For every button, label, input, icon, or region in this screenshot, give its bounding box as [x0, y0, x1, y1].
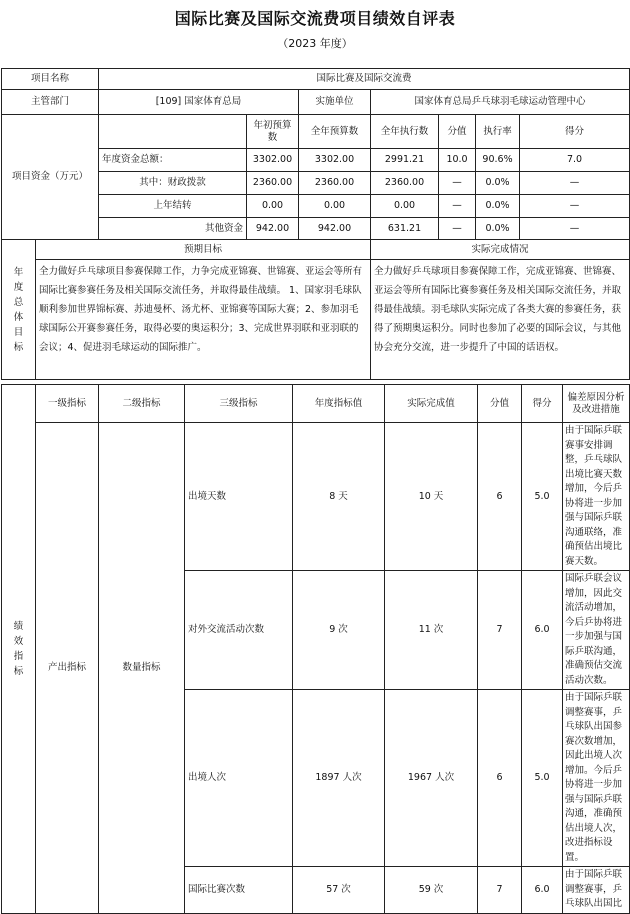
funds-cell: — — [439, 218, 476, 240]
funds-cell: 10.0 — [439, 149, 476, 172]
header-target: 年度指标值 — [293, 385, 385, 423]
indicator-value: 7 — [478, 571, 522, 690]
goals-label — [2, 240, 36, 380]
funds-cell: — — [520, 218, 630, 240]
funds-cell: 942.00 — [247, 218, 299, 240]
project-name-label: 项目名称 — [2, 69, 99, 90]
indicator-score: 6.0 — [522, 571, 563, 690]
page-title: 国际比赛及国际交流费项目绩效自评表 — [174, 9, 456, 28]
indicator-actual: 11 次 — [385, 571, 478, 690]
indicator-name: 出境人次 — [185, 690, 293, 867]
indicator-score: 6.0 — [522, 867, 563, 914]
indicator-value: 6 — [478, 690, 522, 867]
funds-header-annual: 全年预算数 — [299, 115, 371, 149]
unit-label: 实施单位 — [299, 90, 371, 115]
indicator-actual: 1967 人次 — [385, 690, 478, 867]
header-level3: 三级指标 — [185, 385, 293, 423]
dept-value: [109] 国家体育总局 — [99, 90, 299, 115]
indicator-score: 5.0 — [522, 690, 563, 867]
funds-cell: — — [520, 195, 630, 218]
funds-cell: — — [520, 172, 630, 195]
funds-cell: 0.00 — [371, 195, 439, 218]
header-level1: 一级指标 — [36, 385, 99, 423]
indicator-name: 国际比赛次数 — [185, 867, 293, 914]
indicator-reason: 由于国际乒联调整赛事，乒乓球队出国比 — [563, 867, 630, 914]
actual-header: 实际完成情况 — [371, 240, 630, 260]
funds-cell: — — [439, 172, 476, 195]
indicator-reason: 由于国际乒联调整赛事，乒乓球队出国参赛次数增加，因此出境人次增加。今后乒协将进一步加强与国际乒联沟通，准确预估出境人次，改进指标设置。 — [563, 690, 630, 867]
funds-cell: 0.0% — [476, 172, 520, 195]
funds-cell: 631.21 — [371, 218, 439, 240]
expected-goal-text: 全力做好乒乓球项目参赛保障工作，力争完成亚锦赛、世锦赛、亚运会等所有国际比赛参赛任务及相关国际交流任务，并取得最佳战绩。 1、国家羽毛球队顺利参加世界锦标赛、苏迪曼杯、汤尤杯、亚锦赛等国际大赛；2、参加羽毛球国际公开赛参赛任务，取得必要的奥运积分；3、完成世界羽联和亚羽联的会议；4、促进羽毛球运动的国际推广。 — [36, 260, 371, 380]
funds-cell: 3302.00 — [299, 149, 371, 172]
header-level2: 二级指标 — [99, 385, 185, 423]
funds-cell: 2360.00 — [299, 172, 371, 195]
indicator-target: 8 天 — [293, 423, 385, 571]
header-value: 分值 — [478, 385, 522, 423]
indicator-target: 57 次 — [293, 867, 385, 914]
funds-label: 项目资金（万元） — [2, 115, 99, 240]
funds-cell: 3302.00 — [247, 149, 299, 172]
funds-header-rate: 执行率 — [476, 115, 520, 149]
funds-cell: 0.00 — [299, 195, 371, 218]
funds-cell: 2360.00 — [371, 172, 439, 195]
indicators-table — [1, 384, 630, 914]
funds-cell: — — [439, 195, 476, 218]
funds-row-label: 其中：财政拨款 — [99, 172, 247, 195]
funds-cell: 2360.00 — [247, 172, 299, 195]
dept-label: 主管部门 — [2, 90, 99, 115]
header-score: 得分 — [522, 385, 563, 423]
indicators-label — [2, 385, 36, 914]
funds-header-score-value: 分值 — [439, 115, 476, 149]
goals-label-text: 年度总体目标 — [13, 266, 24, 353]
indicator-reason: 由于国际乒联赛事安排调整，乒乓球队出境比赛天数增加，今后乒协将进一步加强与国际乒联沟通联络，准确预估出境比赛天数。 — [563, 423, 630, 571]
indicator-value: 6 — [478, 423, 522, 571]
funds-cell: 942.00 — [299, 218, 371, 240]
funds-cell: 0.0% — [476, 195, 520, 218]
funds-header-blank — [99, 115, 247, 149]
indicator-value: 7 — [478, 867, 522, 914]
funds-header-initial: 年初预算数 — [247, 115, 299, 149]
indicators-label-text: 绩效指标 — [13, 620, 24, 677]
funds-cell: 0.00 — [247, 195, 299, 218]
funds-row-label: 年度资金总额： — [99, 149, 247, 172]
funds-header-executed: 全年执行数 — [371, 115, 439, 149]
project-name: 国际比赛及国际交流费 — [99, 69, 630, 90]
indicator-score: 5.0 — [522, 423, 563, 571]
indicator-name: 对外交流活动次数 — [185, 571, 293, 690]
funds-cell: 90.6% — [476, 149, 520, 172]
info-table — [1, 68, 630, 380]
header-actual: 实际完成值 — [385, 385, 478, 423]
indicator-name: 出境天数 — [185, 423, 293, 571]
funds-header-score: 得分 — [520, 115, 630, 149]
funds-cell: 7.0 — [520, 149, 630, 172]
indicator-reason: 国际乒联会议增加，因此交流活动增加，今后乒协将进一步加强与国际乒联沟通，准确预估交流活动次数。 — [563, 571, 630, 690]
header-reason: 偏差原因分析及改进措施 — [563, 385, 630, 423]
indicator-target: 1897 人次 — [293, 690, 385, 867]
funds-cell: 0.0% — [476, 218, 520, 240]
level2-value: 数量指标 — [99, 423, 185, 914]
expected-header: 预期目标 — [36, 240, 371, 260]
funds-cell: 2991.21 — [371, 149, 439, 172]
actual-goal-text: 全力做好乒乓球项目参赛保障工作，完成亚锦赛、世锦赛、亚运会等所有国际比赛参赛任务及相关国际交流任务，并取得最佳战绩。羽毛球队实际完成了各类大赛的参赛任务，获得了预期奥运积分。同时也参加了必要的国际会议，与其他协会充分交流，进一步提升了中国的话语权。 — [371, 260, 630, 380]
unit-value: 国家体育总局乒乓球羽毛球运动管理中心 — [371, 90, 630, 115]
funds-row-label: 上年结转 — [99, 195, 247, 218]
indicator-actual: 59 次 — [385, 867, 478, 914]
indicator-target: 9 次 — [293, 571, 385, 690]
page-subtitle: （2023 年度） — [277, 37, 353, 50]
level1-value: 产出指标 — [36, 423, 99, 914]
indicator-actual: 10 天 — [385, 423, 478, 571]
funds-row-label: 其他资金 — [99, 218, 247, 240]
